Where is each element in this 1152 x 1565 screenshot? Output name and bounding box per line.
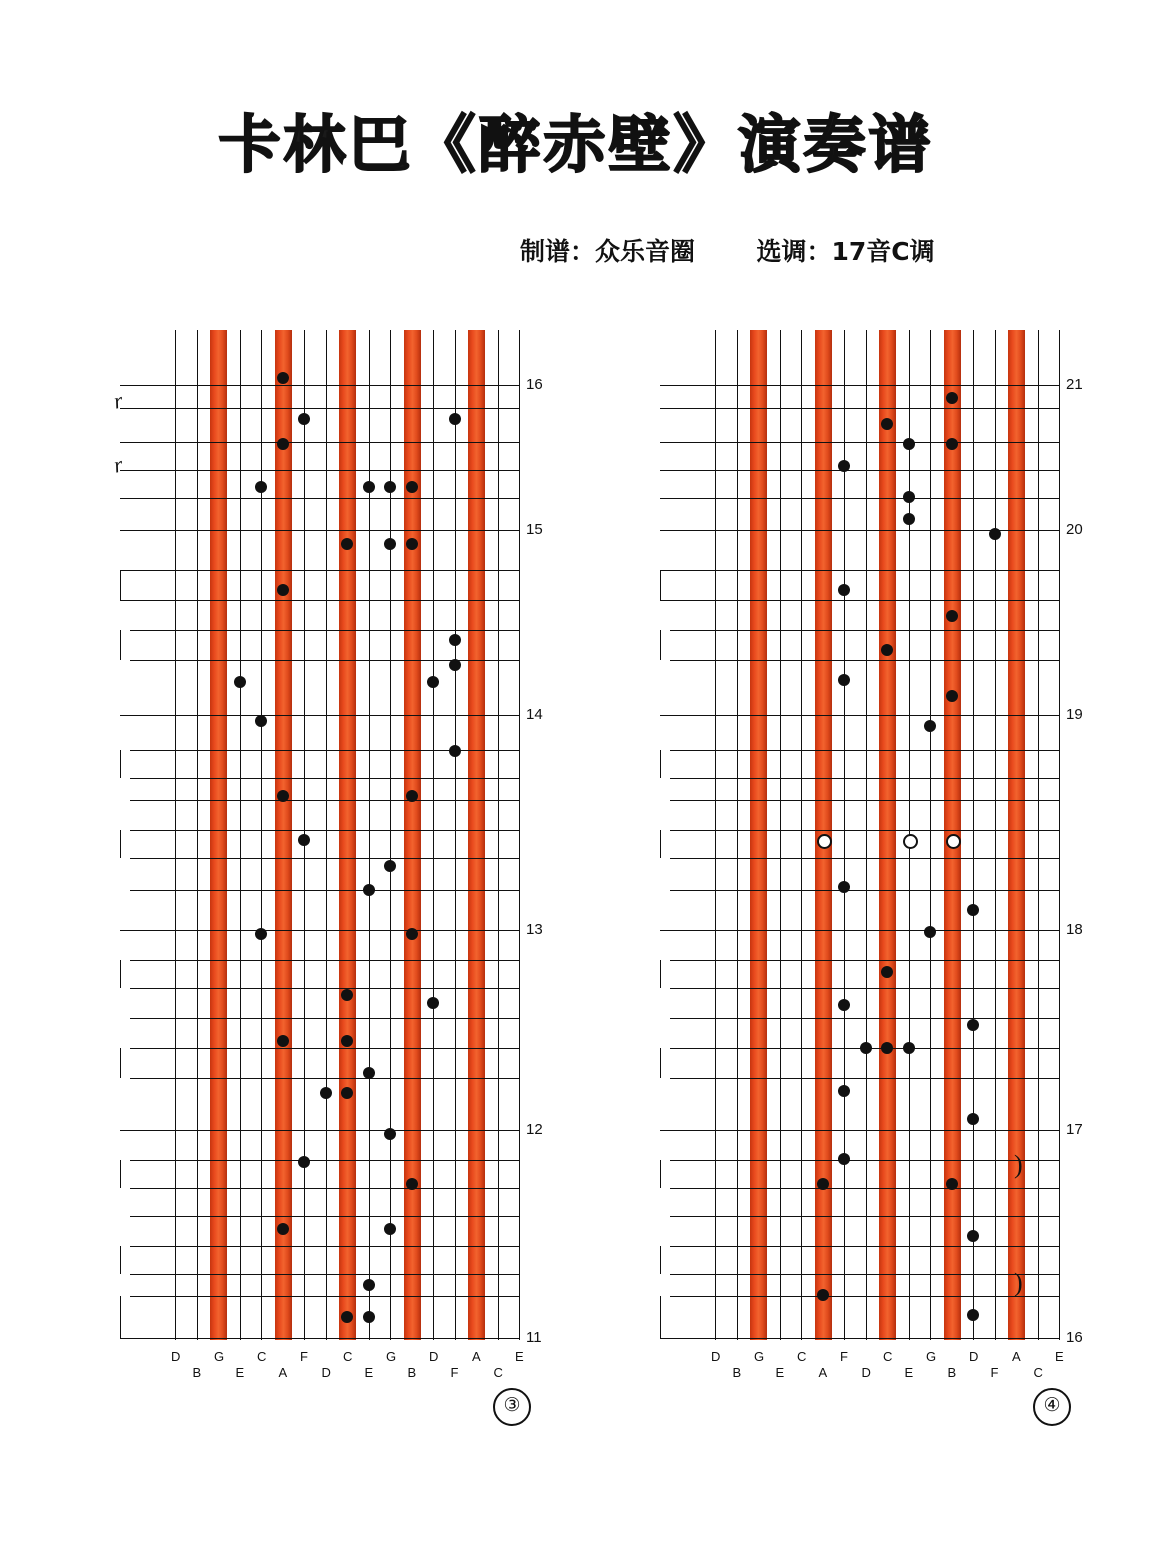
- note-dot: [946, 392, 958, 404]
- slur-mark: ): [1014, 1150, 1023, 1179]
- subtitle-row: [520, 232, 1040, 268]
- rhythm-line: [660, 408, 1060, 409]
- beam-stem: [120, 1246, 121, 1274]
- rhythm-line: [130, 890, 520, 891]
- key-letter-label: C: [797, 1349, 807, 1364]
- key-letter-label: G: [754, 1349, 765, 1364]
- key-letter-label: F: [990, 1365, 999, 1380]
- beam-stem: [120, 1296, 121, 1338]
- beam-stem: [120, 830, 121, 858]
- key-letter-label: A: [818, 1365, 828, 1380]
- articulation-mark: r: [111, 387, 125, 414]
- rhythm-line: [670, 1216, 1060, 1217]
- note-dot: [967, 1230, 979, 1242]
- page-number-left: ③: [493, 1388, 531, 1426]
- bar-number: 21: [1066, 376, 1083, 393]
- measure-line: [120, 385, 520, 386]
- key-letter-label: G: [926, 1349, 937, 1364]
- note-dot: [341, 1035, 353, 1047]
- note-dot: [924, 926, 936, 938]
- rhythm-line: [660, 600, 1060, 601]
- rhythm-line: [130, 988, 520, 989]
- measure-line: [660, 1130, 1060, 1131]
- note-dot: [989, 528, 1001, 540]
- note-dot: [838, 1085, 850, 1097]
- beam-stem: [660, 570, 661, 600]
- note-dot: [406, 928, 418, 940]
- note-dot: [967, 1113, 979, 1125]
- rhythm-line: [130, 858, 520, 859]
- key-letter-label: C: [493, 1365, 503, 1380]
- key-letter-label: F: [840, 1349, 848, 1364]
- note-dot: [427, 676, 439, 688]
- note-dot: [449, 659, 461, 671]
- bar-number: 19: [1066, 706, 1083, 723]
- measure-line: [660, 715, 1060, 716]
- key-letter-label: B: [947, 1365, 957, 1380]
- beam-stem: [660, 960, 661, 988]
- note-dot: [277, 584, 289, 596]
- note-dot: [363, 1279, 375, 1291]
- note-dot: [406, 481, 418, 493]
- key-letter-label: D: [429, 1349, 439, 1364]
- bar-number: 13: [526, 921, 543, 938]
- beam-stem: [660, 750, 661, 778]
- rhythm-line: [130, 1274, 520, 1275]
- tab-system-right: [660, 330, 1083, 1380]
- note-dot: [946, 1178, 958, 1190]
- bar-number: 18: [1066, 921, 1083, 938]
- rhythm-line: [670, 660, 1060, 661]
- rhythm-line: [120, 408, 520, 409]
- rhythm-line: [130, 1296, 520, 1297]
- rhythm-line: [120, 600, 520, 601]
- measure-line: [120, 715, 520, 716]
- note-dot: [838, 674, 850, 686]
- key-letter-label: E: [515, 1349, 524, 1364]
- note-dot: [277, 372, 289, 384]
- note-dot: [298, 413, 310, 425]
- bar-number: 16: [1066, 1329, 1083, 1346]
- note-dot: [384, 1223, 396, 1235]
- note-dot: [255, 715, 267, 727]
- bar-number: 12: [526, 1121, 543, 1138]
- note-dot: [298, 834, 310, 846]
- note-dot: [277, 790, 289, 802]
- rhythm-line: [660, 570, 1060, 571]
- bar-number: 15: [526, 521, 543, 538]
- key-letter-label: B: [192, 1365, 202, 1380]
- note-dot: [406, 1178, 418, 1190]
- note-dot: [946, 438, 958, 450]
- measure-line: [660, 385, 1060, 386]
- beam-stem: [660, 1048, 661, 1078]
- key-letter-label: C: [883, 1349, 893, 1364]
- rhythm-line: [130, 1018, 520, 1019]
- note-dot: [838, 460, 850, 472]
- note-dot: [234, 676, 246, 688]
- key-letter-label: E: [235, 1365, 245, 1380]
- rhythm-line: [670, 830, 1060, 831]
- note-dot: [277, 1223, 289, 1235]
- credit-label: 制谱：众乐音圈: [520, 237, 696, 266]
- note-dot: [341, 989, 353, 1001]
- rhythm-line: [130, 800, 520, 801]
- rhythm-line: [670, 1246, 1060, 1247]
- note-dot: [363, 884, 375, 896]
- beam-stem: [660, 630, 661, 660]
- note-dot-open: [946, 834, 961, 849]
- key-letter-label: B: [407, 1365, 417, 1380]
- note-dot: [384, 1128, 396, 1140]
- note-dot: [903, 491, 915, 503]
- note-dot: [277, 1035, 289, 1047]
- key-letter-label: D: [861, 1365, 871, 1380]
- bar-number: 20: [1066, 521, 1083, 538]
- note-dot: [406, 790, 418, 802]
- beam-stem: [660, 1296, 661, 1338]
- note-dot: [903, 513, 915, 525]
- rhythm-line: [120, 498, 520, 499]
- rhythm-line: [130, 1048, 520, 1049]
- rhythm-line: [670, 1188, 1060, 1189]
- note-dot: [881, 1042, 893, 1054]
- key-letter-label: B: [732, 1365, 742, 1380]
- key-letter-label: G: [214, 1349, 225, 1364]
- key-letter-label: C: [257, 1349, 267, 1364]
- rhythm-line: [130, 750, 520, 751]
- rhythm-line: [130, 1246, 520, 1247]
- measure-line: [660, 930, 1060, 931]
- key-letter-label: A: [1012, 1349, 1021, 1364]
- measure-line: [120, 1338, 520, 1339]
- rhythm-line: [130, 778, 520, 779]
- beam-stem: [120, 1048, 121, 1078]
- note-dot: [924, 720, 936, 732]
- rhythm-line: [130, 1160, 520, 1161]
- rhythm-line: [670, 890, 1060, 891]
- rhythm-line: [130, 960, 520, 961]
- rhythm-line: [130, 1216, 520, 1217]
- rhythm-line: [660, 498, 1060, 499]
- page-title: 卡林巴《醉赤壁》演奏谱: [218, 108, 934, 181]
- bar-number: 17: [1066, 1121, 1083, 1138]
- rhythm-line: [670, 1160, 1060, 1161]
- tab-system-left: [111, 330, 543, 1380]
- note-dot: [406, 538, 418, 550]
- beam-stem: [120, 750, 121, 778]
- beam-stem: [120, 630, 121, 660]
- note-dot: [838, 584, 850, 596]
- rhythm-line: [670, 750, 1060, 751]
- note-dot: [946, 690, 958, 702]
- key-letter-label: A: [278, 1365, 288, 1380]
- articulation-mark: r: [111, 451, 125, 478]
- bar-number: 14: [526, 706, 543, 723]
- bar-number: 11: [526, 1329, 542, 1346]
- measure-line: [120, 530, 520, 531]
- key-letter-label: F: [450, 1365, 459, 1380]
- beam-stem: [660, 1160, 661, 1188]
- note-dot: [903, 438, 915, 450]
- rhythm-line: [660, 470, 1060, 471]
- note-dot: [363, 481, 375, 493]
- measure-line: [120, 930, 520, 931]
- key-letter-label: D: [711, 1349, 721, 1364]
- note-dot: [838, 999, 850, 1011]
- note-dot: [903, 1042, 915, 1054]
- rhythm-line: [670, 1274, 1060, 1275]
- key-letter-label: D: [969, 1349, 979, 1364]
- note-dot-open: [817, 834, 832, 849]
- key-letter-label: C: [1033, 1365, 1043, 1380]
- note-dot: [838, 881, 850, 893]
- rhythm-line: [130, 630, 520, 631]
- note-dot: [384, 481, 396, 493]
- key-letter-label: E: [364, 1365, 374, 1380]
- key-letter-label: E: [1055, 1349, 1064, 1364]
- key-letter-label: D: [321, 1365, 331, 1380]
- note-dot: [967, 1309, 979, 1321]
- note-dot: [881, 418, 893, 430]
- note-dot: [384, 860, 396, 872]
- note-dot: [341, 1311, 353, 1323]
- note-dot: [255, 928, 267, 940]
- rhythm-line: [130, 1078, 520, 1079]
- rhythm-line: [120, 442, 520, 443]
- beam-stem: [120, 960, 121, 988]
- beam-stem: [660, 1246, 661, 1274]
- note-dot: [427, 997, 439, 1009]
- rhythm-line: [670, 1078, 1060, 1079]
- rhythm-line: [120, 570, 520, 571]
- bar-number: 16: [526, 376, 543, 393]
- rhythm-line: [670, 858, 1060, 859]
- key-letter-label: C: [343, 1349, 353, 1364]
- note-dot: [967, 904, 979, 916]
- key-label: 选调：17音C调: [756, 237, 935, 266]
- measure-line: [120, 1130, 520, 1131]
- note-dot: [817, 1289, 829, 1301]
- rhythm-line: [120, 470, 520, 471]
- key-letter-label: F: [300, 1349, 308, 1364]
- rhythm-line: [130, 1188, 520, 1189]
- measure-line: [660, 1338, 1060, 1339]
- rhythm-line: [660, 442, 1060, 443]
- rhythm-line: [670, 988, 1060, 989]
- rhythm-line: [130, 660, 520, 661]
- rhythm-line: [670, 1018, 1060, 1019]
- note-dot: [860, 1042, 872, 1054]
- note-dot: [255, 481, 267, 493]
- note-dot: [298, 1156, 310, 1168]
- beam-stem: [120, 570, 121, 600]
- note-dot: [384, 538, 396, 550]
- key-letter-label: D: [171, 1349, 181, 1364]
- note-dot: [449, 745, 461, 757]
- key-letter-label: E: [904, 1365, 914, 1380]
- note-dot: [946, 610, 958, 622]
- page-number-right: ④: [1033, 1388, 1071, 1426]
- key-letter-label: G: [386, 1349, 397, 1364]
- rhythm-line: [670, 960, 1060, 961]
- key-letter-label: E: [775, 1365, 785, 1380]
- note-dot: [277, 438, 289, 450]
- note-dot: [320, 1087, 332, 1099]
- key-letter-label: A: [472, 1349, 481, 1364]
- note-dot-open: [903, 834, 918, 849]
- note-dot: [817, 1178, 829, 1190]
- rhythm-line: [670, 630, 1060, 631]
- rhythm-line: [670, 1296, 1060, 1297]
- note-dot: [363, 1067, 375, 1079]
- note-dot: [449, 413, 461, 425]
- note-dot: [449, 634, 461, 646]
- rhythm-line: [670, 800, 1060, 801]
- note-dot: [967, 1019, 979, 1031]
- rhythm-line: [130, 830, 520, 831]
- beam-stem: [120, 1160, 121, 1188]
- beam-stem: [660, 830, 661, 858]
- note-dot: [363, 1311, 375, 1323]
- note-dot: [838, 1153, 850, 1165]
- rhythm-line: [670, 778, 1060, 779]
- slur-mark: ): [1014, 1268, 1023, 1297]
